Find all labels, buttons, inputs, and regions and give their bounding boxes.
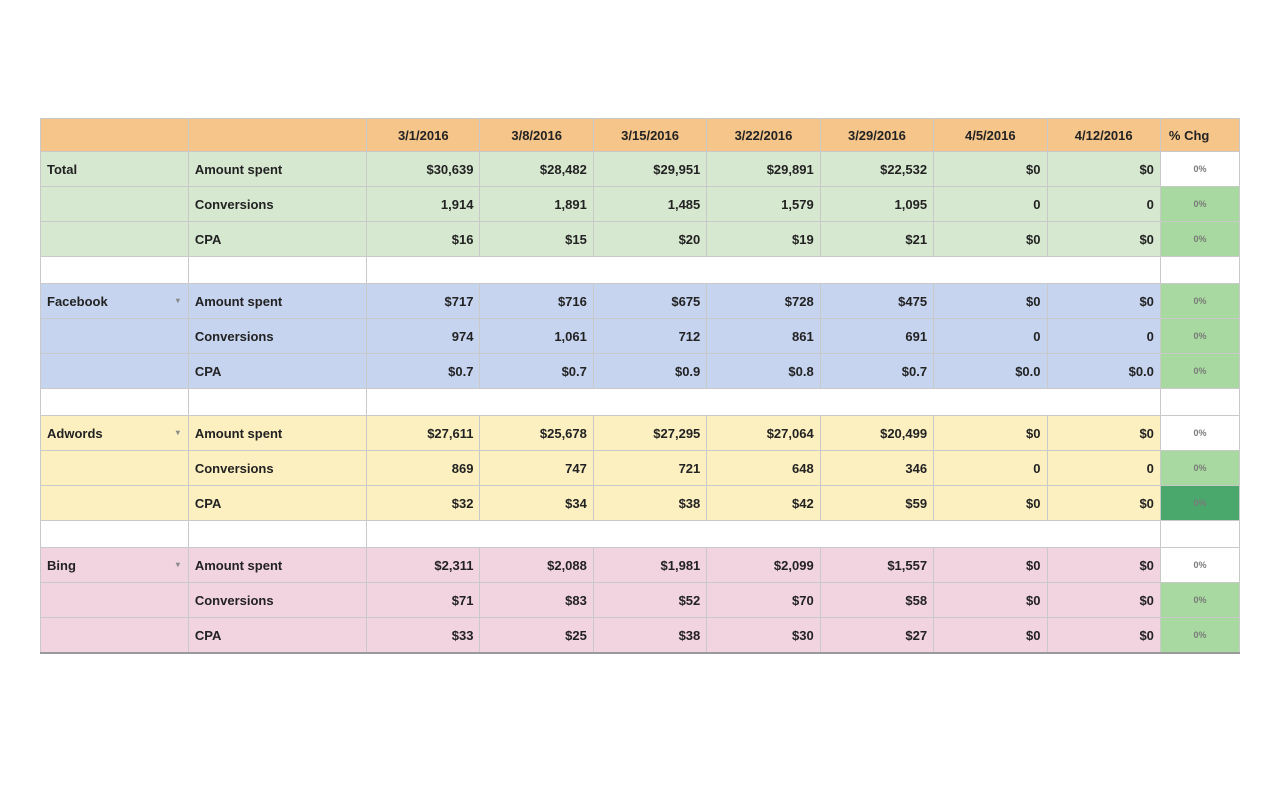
value-cell[interactable]: $0 bbox=[934, 416, 1047, 451]
value-cell[interactable]: $728 bbox=[707, 284, 820, 319]
value-cell[interactable]: $30 bbox=[707, 618, 820, 654]
spacer-cell bbox=[707, 257, 820, 284]
value-cell[interactable]: $21 bbox=[820, 222, 933, 257]
value-cell[interactable]: 1,485 bbox=[593, 187, 706, 222]
header-week-4: 3/22/2016 bbox=[707, 119, 820, 152]
metric-label-cell: Conversions bbox=[188, 583, 366, 618]
spacer-cell bbox=[367, 257, 480, 284]
value-cell[interactable]: $2,311 bbox=[367, 548, 480, 583]
value-cell[interactable]: $20 bbox=[593, 222, 706, 257]
value-cell[interactable]: $22,532 bbox=[820, 152, 933, 187]
channel-label: Bing bbox=[47, 557, 76, 573]
value-cell[interactable]: 1,579 bbox=[707, 187, 820, 222]
value-cell[interactable]: $0.7 bbox=[367, 354, 480, 389]
value-cell[interactable]: 721 bbox=[593, 451, 706, 486]
spacer-cell bbox=[1160, 257, 1239, 284]
value-cell[interactable]: $20,499 bbox=[820, 416, 933, 451]
header-week-5: 3/29/2016 bbox=[820, 119, 933, 152]
channel-empty-cell bbox=[41, 451, 189, 486]
header-channel-cell bbox=[41, 119, 189, 152]
value-cell[interactable]: $0.7 bbox=[820, 354, 933, 389]
metric-label-cell: CPA bbox=[188, 354, 366, 389]
channel-name-cell[interactable] bbox=[41, 416, 189, 451]
table-row bbox=[41, 618, 1240, 654]
metric-label-cell: Amount spent bbox=[188, 548, 366, 583]
spacer-cell bbox=[1047, 257, 1160, 284]
value-cell[interactable]: $83 bbox=[480, 583, 593, 618]
value-cell[interactable]: $0 bbox=[1047, 486, 1160, 521]
value-cell[interactable]: $0 bbox=[934, 152, 1047, 187]
spacer-cell bbox=[1047, 521, 1160, 548]
spacer-cell bbox=[707, 521, 820, 548]
metric-label-cell: CPA bbox=[188, 222, 366, 257]
value-cell[interactable]: $71 bbox=[367, 583, 480, 618]
value-cell[interactable]: $717 bbox=[367, 284, 480, 319]
metric-label-cell: Amount spent bbox=[188, 416, 366, 451]
header-metric-cell bbox=[188, 119, 366, 152]
channel-name-cell[interactable] bbox=[41, 284, 189, 319]
channel-name-cell[interactable] bbox=[41, 152, 189, 187]
value-cell[interactable]: $1,557 bbox=[820, 548, 933, 583]
value-cell[interactable]: $25,678 bbox=[480, 416, 593, 451]
value-cell[interactable]: $0 bbox=[1047, 416, 1160, 451]
spacer-cell bbox=[820, 389, 933, 416]
spacer-cell bbox=[593, 389, 706, 416]
percent-change-cell[interactable]: 0% bbox=[1160, 583, 1239, 618]
value-cell[interactable]: $675 bbox=[593, 284, 706, 319]
table-row bbox=[41, 187, 1240, 222]
value-cell[interactable]: 1,914 bbox=[367, 187, 480, 222]
value-cell[interactable]: $0 bbox=[1047, 548, 1160, 583]
value-cell[interactable]: $0 bbox=[1047, 222, 1160, 257]
value-cell[interactable]: $2,099 bbox=[707, 548, 820, 583]
percent-change-cell[interactable]: 0% bbox=[1160, 284, 1239, 319]
spreadsheet-container bbox=[40, 118, 1240, 654]
table-row bbox=[41, 354, 1240, 389]
spacer-cell bbox=[820, 521, 933, 548]
spacer-cell bbox=[820, 257, 933, 284]
value-cell[interactable]: $0 bbox=[934, 618, 1047, 654]
value-cell[interactable]: $19 bbox=[707, 222, 820, 257]
value-cell[interactable]: $716 bbox=[480, 284, 593, 319]
spacer-cell bbox=[934, 389, 1047, 416]
spacer-cell bbox=[1160, 521, 1239, 548]
spacer-cell bbox=[41, 389, 189, 416]
spacer-cell bbox=[593, 257, 706, 284]
percent-change-cell[interactable]: 0% bbox=[1160, 618, 1239, 654]
value-cell[interactable]: $27,611 bbox=[367, 416, 480, 451]
percent-change-cell[interactable]: 0% bbox=[1160, 319, 1239, 354]
value-cell[interactable]: 1,095 bbox=[820, 187, 933, 222]
spacer-cell bbox=[480, 389, 593, 416]
value-cell[interactable]: $0 bbox=[934, 583, 1047, 618]
value-cell[interactable]: $0 bbox=[1047, 152, 1160, 187]
value-cell[interactable]: 869 bbox=[367, 451, 480, 486]
value-cell[interactable]: $58 bbox=[820, 583, 933, 618]
value-cell[interactable]: 346 bbox=[820, 451, 933, 486]
spacer-cell bbox=[188, 521, 366, 548]
channel-label: Facebook bbox=[47, 293, 108, 309]
value-cell[interactable]: $1,981 bbox=[593, 548, 706, 583]
percent-change-cell[interactable]: 0% bbox=[1160, 222, 1239, 257]
spacer-cell bbox=[1160, 389, 1239, 416]
table-row bbox=[41, 284, 1240, 319]
header-week-3: 3/15/2016 bbox=[593, 119, 706, 152]
value-cell[interactable]: $0.0 bbox=[934, 354, 1047, 389]
table-row bbox=[41, 486, 1240, 521]
value-cell[interactable]: $32 bbox=[367, 486, 480, 521]
table-row bbox=[41, 416, 1240, 451]
metric-label-cell: Conversions bbox=[188, 319, 366, 354]
chevron-down-icon[interactable]: ▾ bbox=[175, 559, 180, 569]
value-cell[interactable]: $0.9 bbox=[593, 354, 706, 389]
value-cell[interactable]: 0 bbox=[934, 187, 1047, 222]
spacer-cell bbox=[934, 521, 1047, 548]
percent-change-cell[interactable]: 0% bbox=[1160, 416, 1239, 451]
value-cell[interactable]: $0.7 bbox=[480, 354, 593, 389]
value-cell[interactable]: $25 bbox=[480, 618, 593, 654]
percent-change-cell[interactable]: 0% bbox=[1160, 451, 1239, 486]
table-row bbox=[41, 583, 1240, 618]
percent-change-cell[interactable]: 0% bbox=[1160, 187, 1239, 222]
channel-name-cell[interactable] bbox=[41, 548, 189, 583]
value-cell[interactable]: $34 bbox=[480, 486, 593, 521]
value-cell[interactable]: 0 bbox=[1047, 187, 1160, 222]
table-row bbox=[41, 451, 1240, 486]
percent-change-cell[interactable]: 0% bbox=[1160, 354, 1239, 389]
value-cell[interactable]: 0 bbox=[1047, 319, 1160, 354]
spacer-cell bbox=[367, 521, 480, 548]
spacer-cell bbox=[934, 257, 1047, 284]
value-cell[interactable]: $0 bbox=[1047, 583, 1160, 618]
spacer-cell bbox=[480, 521, 593, 548]
value-cell[interactable]: 0 bbox=[934, 319, 1047, 354]
table-row bbox=[41, 222, 1240, 257]
channel-empty-cell bbox=[41, 222, 189, 257]
channel-label: Adwords bbox=[47, 425, 103, 441]
value-cell[interactable]: $42 bbox=[707, 486, 820, 521]
value-cell[interactable]: 861 bbox=[707, 319, 820, 354]
header-percent-change: % Chg bbox=[1160, 119, 1239, 152]
value-cell[interactable]: $0 bbox=[934, 486, 1047, 521]
value-cell[interactable]: 712 bbox=[593, 319, 706, 354]
channel-label: Total bbox=[47, 161, 78, 177]
value-cell[interactable]: $30,639 bbox=[367, 152, 480, 187]
spacer-cell bbox=[480, 257, 593, 284]
value-cell[interactable]: 691 bbox=[820, 319, 933, 354]
spacer-row bbox=[41, 389, 1240, 416]
header-week-7: 4/12/2016 bbox=[1047, 119, 1160, 152]
metric-label-cell: CPA bbox=[188, 618, 366, 654]
table-row bbox=[41, 152, 1240, 187]
spacer-cell bbox=[367, 389, 480, 416]
table-row bbox=[41, 548, 1240, 583]
value-cell[interactable]: $0 bbox=[934, 222, 1047, 257]
value-cell[interactable]: $2,088 bbox=[480, 548, 593, 583]
metric-label-cell: Conversions bbox=[188, 451, 366, 486]
percent-change-cell[interactable]: 0% bbox=[1160, 152, 1239, 187]
value-cell[interactable]: $27,295 bbox=[593, 416, 706, 451]
metric-label-cell: Amount spent bbox=[188, 152, 366, 187]
channel-empty-cell bbox=[41, 486, 189, 521]
channel-empty-cell bbox=[41, 319, 189, 354]
spacer-cell bbox=[188, 389, 366, 416]
spacer-cell bbox=[1047, 389, 1160, 416]
table-row bbox=[41, 319, 1240, 354]
percent-change-cell[interactable]: 0% bbox=[1160, 548, 1239, 583]
channel-empty-cell bbox=[41, 583, 189, 618]
marketing-performance-table bbox=[40, 118, 1240, 654]
value-cell[interactable]: $29,951 bbox=[593, 152, 706, 187]
spacer-cell bbox=[41, 521, 189, 548]
table-header-row bbox=[41, 119, 1240, 152]
metric-label-cell: Conversions bbox=[188, 187, 366, 222]
value-cell[interactable]: $38 bbox=[593, 486, 706, 521]
metric-label-cell: CPA bbox=[188, 486, 366, 521]
value-cell[interactable]: 0 bbox=[934, 451, 1047, 486]
spacer-cell bbox=[41, 257, 189, 284]
value-cell[interactable]: $0 bbox=[934, 548, 1047, 583]
spacer-row bbox=[41, 521, 1240, 548]
header-week-6: 4/5/2016 bbox=[934, 119, 1047, 152]
value-cell[interactable]: $28,482 bbox=[480, 152, 593, 187]
percent-change-cell[interactable]: 0% bbox=[1160, 486, 1239, 521]
spacer-cell bbox=[188, 257, 366, 284]
value-cell[interactable]: 1,891 bbox=[480, 187, 593, 222]
value-cell[interactable]: $27 bbox=[820, 618, 933, 654]
value-cell[interactable]: $29,891 bbox=[707, 152, 820, 187]
value-cell[interactable]: $0 bbox=[1047, 618, 1160, 654]
channel-empty-cell bbox=[41, 187, 189, 222]
value-cell[interactable]: $0.0 bbox=[1047, 354, 1160, 389]
value-cell[interactable]: $52 bbox=[593, 583, 706, 618]
spacer-cell bbox=[707, 389, 820, 416]
value-cell[interactable]: $475 bbox=[820, 284, 933, 319]
header-week-1: 3/1/2016 bbox=[367, 119, 480, 152]
value-cell[interactable]: 747 bbox=[480, 451, 593, 486]
value-cell[interactable]: 1,061 bbox=[480, 319, 593, 354]
channel-empty-cell bbox=[41, 618, 189, 654]
value-cell[interactable]: 648 bbox=[707, 451, 820, 486]
metric-label-cell: Amount spent bbox=[188, 284, 366, 319]
spacer-cell bbox=[593, 521, 706, 548]
value-cell[interactable]: $38 bbox=[593, 618, 706, 654]
value-cell[interactable]: 0 bbox=[1047, 451, 1160, 486]
value-cell[interactable]: $15 bbox=[480, 222, 593, 257]
value-cell[interactable]: $33 bbox=[367, 618, 480, 654]
chevron-down-icon[interactable]: ▾ bbox=[175, 295, 180, 305]
value-cell[interactable]: $16 bbox=[367, 222, 480, 257]
value-cell[interactable]: $27,064 bbox=[707, 416, 820, 451]
header-week-2: 3/8/2016 bbox=[480, 119, 593, 152]
spacer-row bbox=[41, 257, 1240, 284]
value-cell[interactable]: $0.8 bbox=[707, 354, 820, 389]
value-cell[interactable]: $0 bbox=[1047, 284, 1160, 319]
value-cell[interactable]: $70 bbox=[707, 583, 820, 618]
chevron-down-icon[interactable]: ▾ bbox=[175, 427, 180, 437]
value-cell[interactable]: $59 bbox=[820, 486, 933, 521]
value-cell[interactable]: $0 bbox=[934, 284, 1047, 319]
channel-empty-cell bbox=[41, 354, 189, 389]
value-cell[interactable]: 974 bbox=[367, 319, 480, 354]
